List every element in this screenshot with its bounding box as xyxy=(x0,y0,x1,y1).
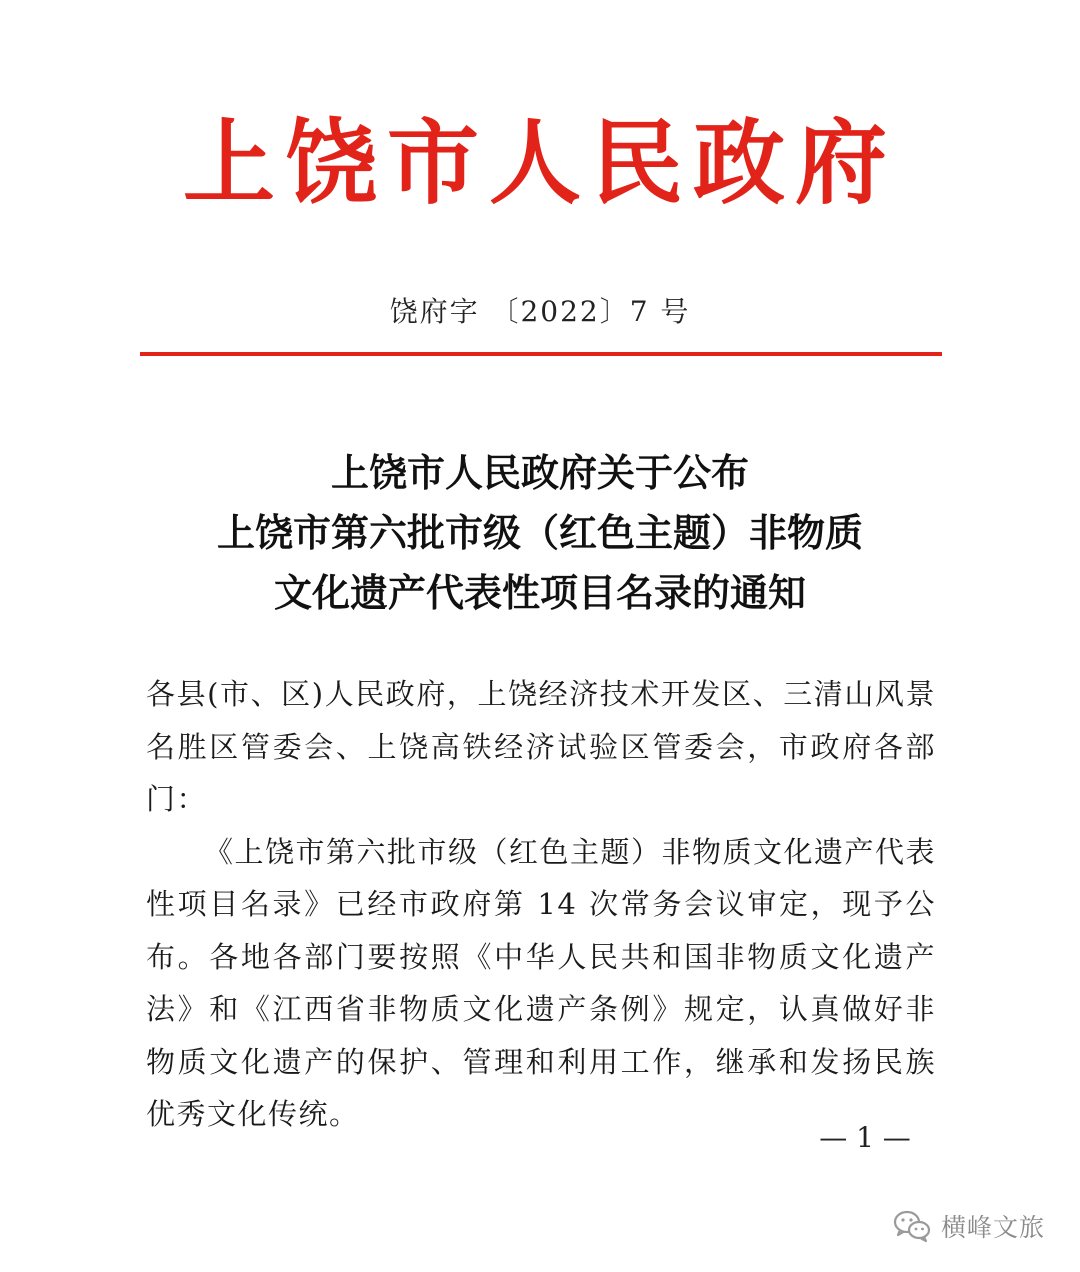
document-body xyxy=(146,668,936,1141)
title-line-1: 上饶市人民政府关于公布 xyxy=(330,451,749,495)
page-number: — 1 — xyxy=(819,1121,911,1154)
red-divider-rule xyxy=(140,352,942,356)
issuer-masthead: 上饶市人民政府 xyxy=(182,109,897,217)
watermark-text: 横峰文旅 xyxy=(941,1213,1046,1242)
title-line-3: 文化遗产代表性项目名录的通知 xyxy=(273,571,806,615)
document-number: 饶府字 〔2022〕7 号 xyxy=(389,295,691,328)
document-title xyxy=(60,443,1020,623)
wechat-icon xyxy=(893,1209,931,1243)
source-watermark xyxy=(893,1204,1045,1248)
body-paragraph: 《上饶市第六批市级（红色主题）非物质文化遗产代表性项目名录》已经市政府第 14 次常务会议审定，现予公布。各地各部门要按照《中华人民共和国非物质文化遗产法》和《江西省非物质文化遗产条例》规定，认真做好非物质文化遗产的保护、管理和利用工作，继承和发扬民族优秀文化传统。 xyxy=(146,834,937,1131)
salutation: 各县(市、区)人民政府，上饶经济技术开发区、三清山风景名胜区管委会、上饶高铁经济试验区管委会，市政府各部门： xyxy=(146,677,936,816)
title-line-2: 上饶市第六批市级（红色主题）非物质 xyxy=(216,511,863,555)
